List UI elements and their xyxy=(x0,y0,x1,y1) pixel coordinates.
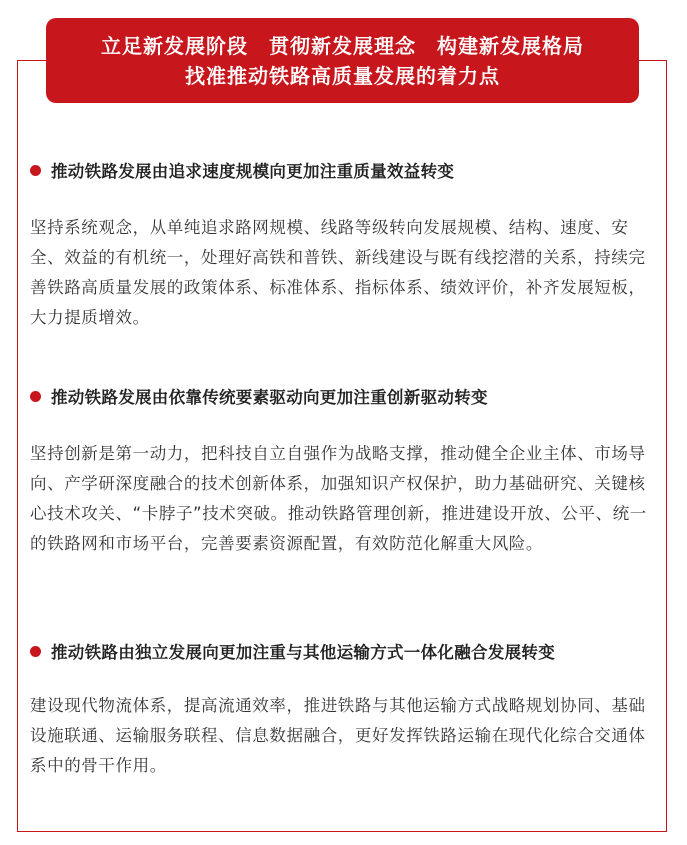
section-quality-efficiency xyxy=(30,157,660,333)
title-banner xyxy=(46,18,639,103)
bullet-icon xyxy=(30,391,41,402)
section-heading xyxy=(30,638,660,664)
bullet-icon xyxy=(30,646,41,657)
section-heading-text: 推动铁路由独立发展向更加注重与其他运输方式一体化融合发展转变 xyxy=(51,643,555,662)
section-heading xyxy=(30,157,660,183)
section-integrated-development xyxy=(30,638,660,781)
section-body: 坚持系统观念，从单纯追求路网规模、线路等级转向发展规模、结构、速度、安全、效益的有机统一，处理好高铁和普铁、新线建设与既有线挖潜的关系，持续完善铁路高质量发展的政策体系、标准体系、指标体系、绩效评价，补齐发展短板，大力提质增效。 xyxy=(30,218,646,327)
section-innovation-driven xyxy=(30,383,660,559)
title-line-2: 找准推动铁路高质量发展的着力点 xyxy=(185,64,500,88)
bullet-icon xyxy=(30,165,41,176)
section-heading xyxy=(30,383,660,409)
section-heading-text: 推动铁路发展由依靠传统要素驱动向更加注重创新驱动转变 xyxy=(51,388,488,407)
section-body: 建设现代物流体系，提高流通效率，推进铁路与其他运输方式战略规划协同、基础设施联通、运输服务联程、信息数据融合，更好发挥铁路运输在现代化综合交通体系中的骨干作用。 xyxy=(30,696,646,775)
section-heading-text: 推动铁路发展由追求速度规模向更加注重质量效益转变 xyxy=(51,162,455,181)
section-body: 坚持创新是第一动力，把科技自立自强作为战略支撑，推动健全企业主体、市场导向、产学研深度融合的技术创新体系，加强知识产权保护，助力基础研究、关键核心技术攻关、“卡脖子”技术突破。推动铁路管理创新，推进建设开放、公平、统一的铁路网和市场平台，完善要素资源配置，有效防范化解重大风险。 xyxy=(30,444,647,553)
title-line-1: 立足新发展阶段 贯彻新发展理念 构建新发展格局 xyxy=(101,34,584,58)
